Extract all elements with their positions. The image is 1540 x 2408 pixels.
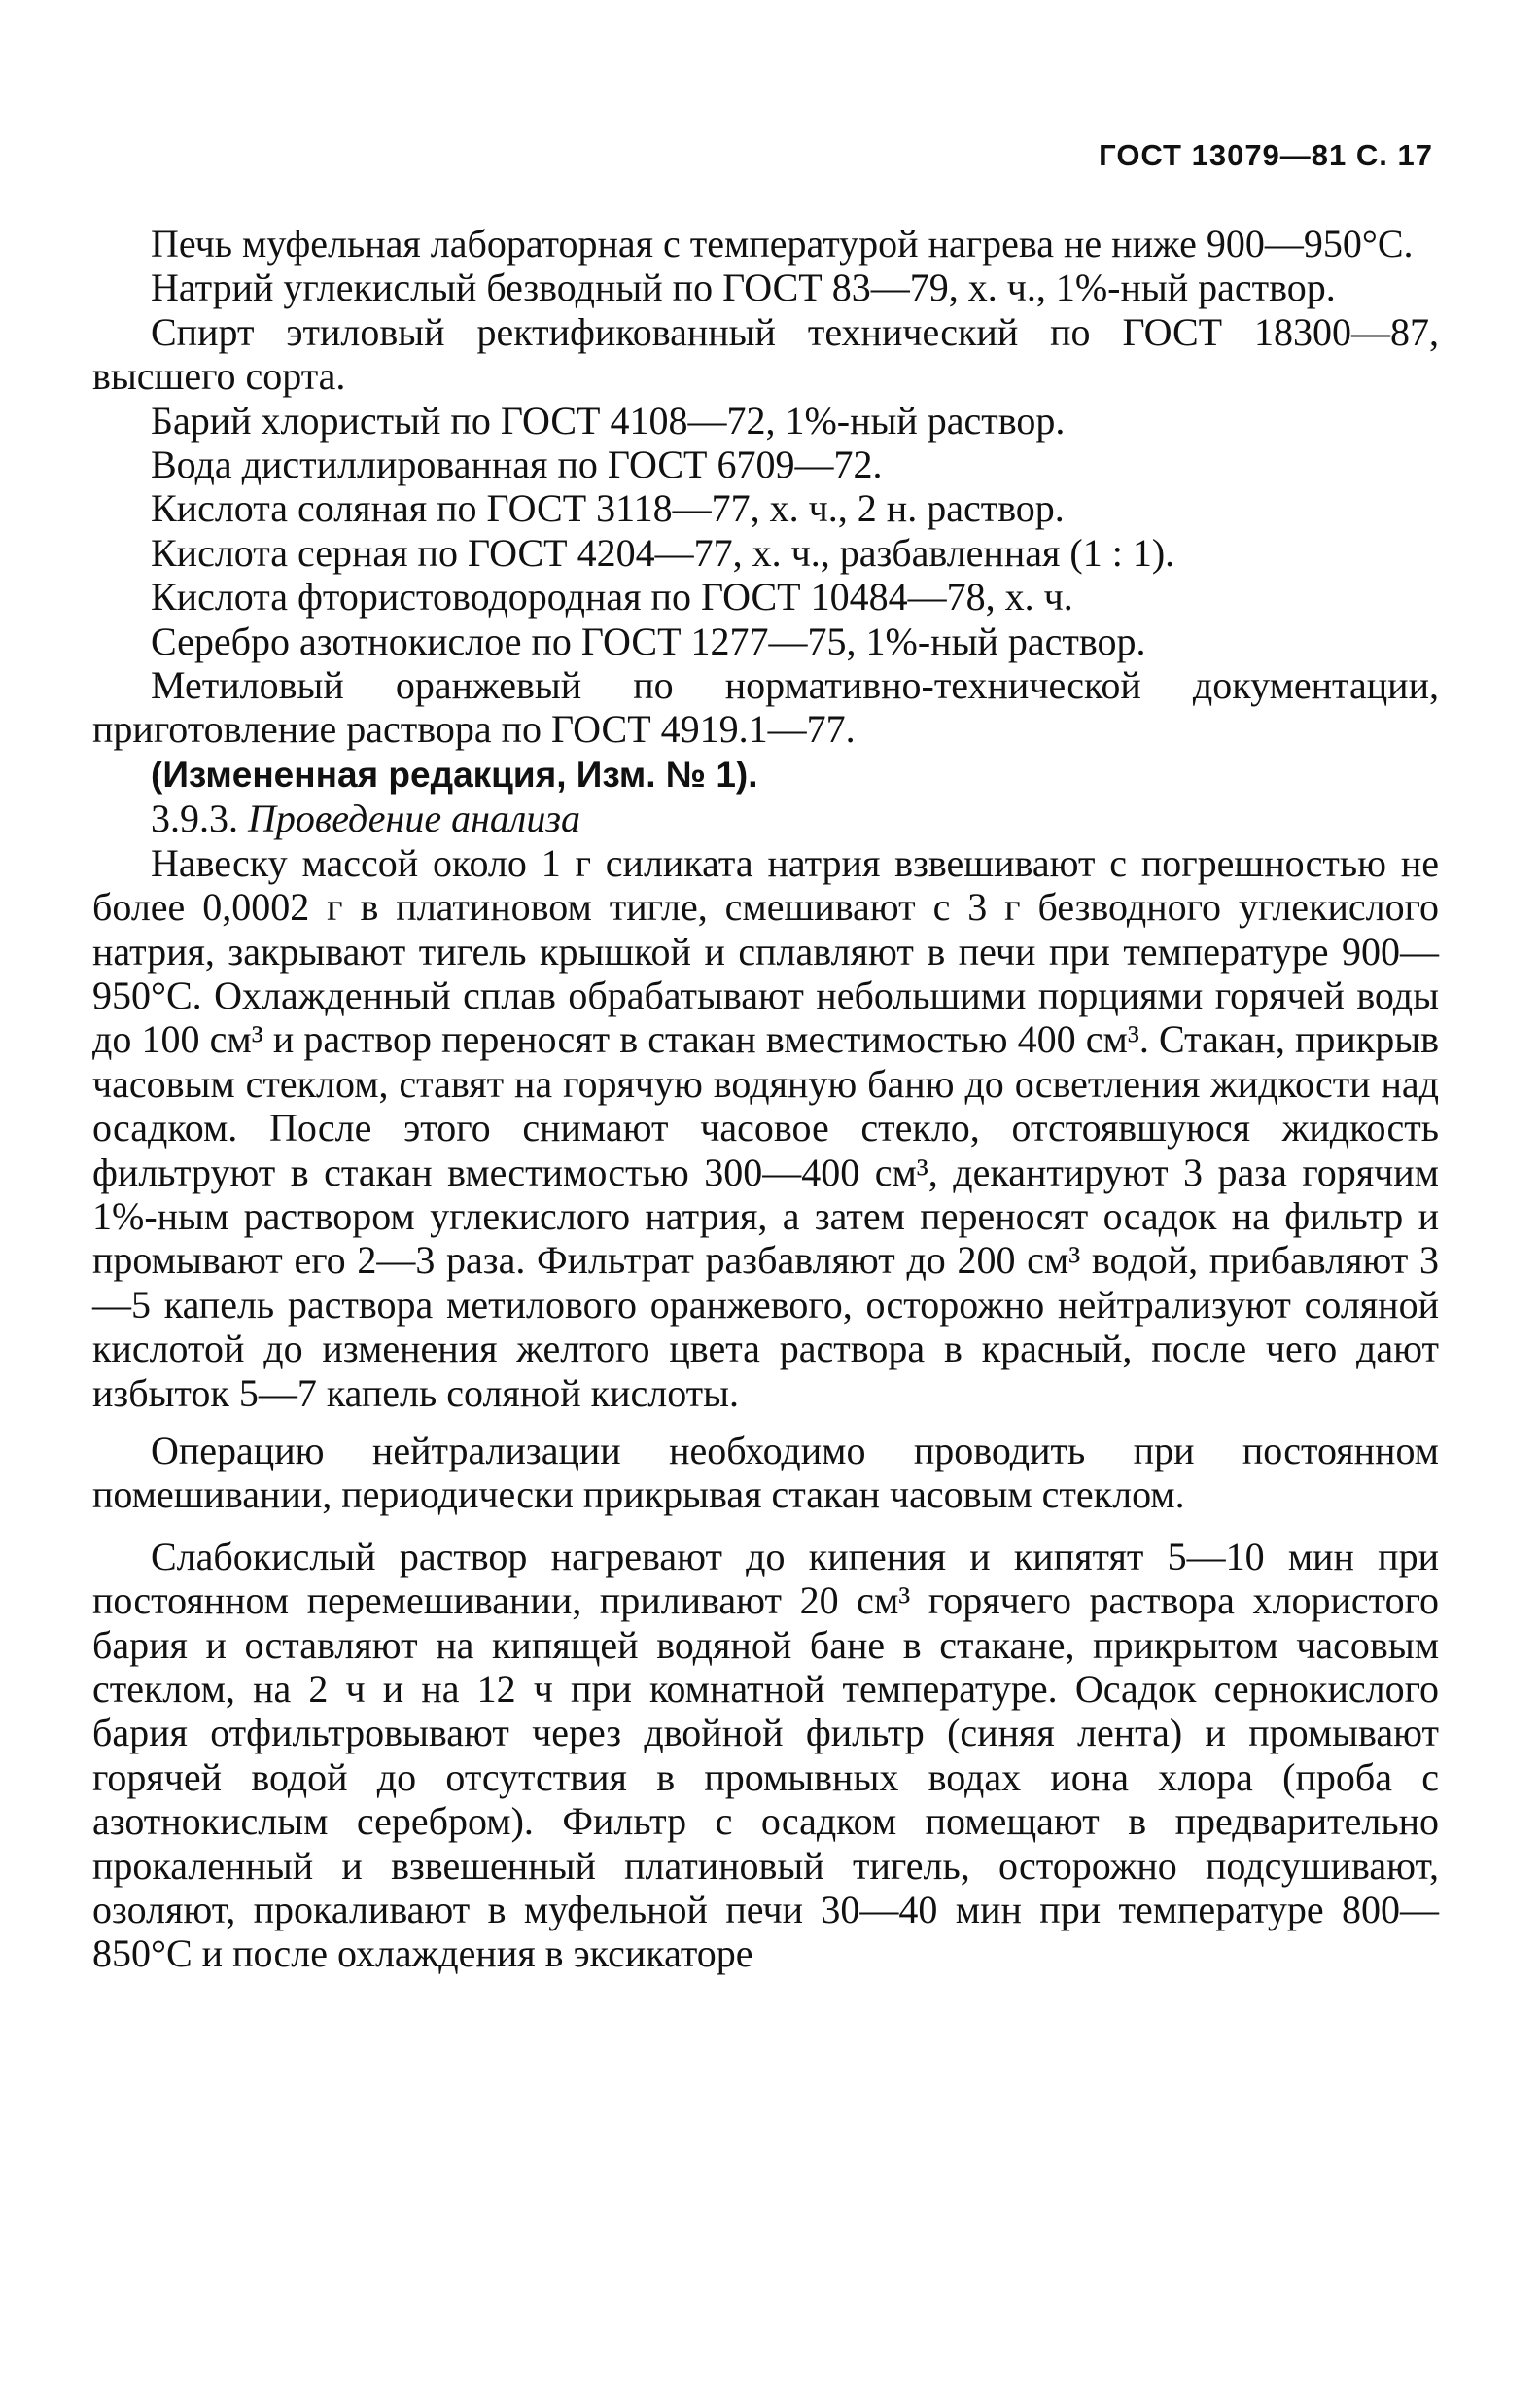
reagent-line: Кислота фтористоводородная по ГОСТ 10484—78, х. ч. [151, 575, 1073, 620]
document-body [92, 222, 1439, 1976]
procedure-paragraph: Навеску массой около 1 г силиката натрия взвешивают с погрешностью не более 0,0002 г в платиновом тигле, смешивают с 3 г безводного углекислого натрия, закрывают тигель крышкой и сплавляют в печи при температуре 900—950°С. Охлажденный сплав обрабатывают небольшими порциями горячей воды до 100 см³ и раствор переносят в стакан вместимостью 400 см³. Стакан, прикрыв часовым стеклом, ставят на горячую водяную баню до осветления жидкости над осадком. После этого снимают часовое стекло, отстоявшуюся жидкость фильтруют в стакан вместимостью 300—400 см³, декантируют 3 раза горячим 1%-ным раствором углекислого натрия, а затем переносят осадок на фильтр и промывают его 2—3 раза. Фильтрат разбавляют до 200 см³ водой, прибавляют 3—5 капель раствора метилового оранжевого, осторожно нейтрализуют соляной кислотой до изменения желтого цвета раствора в красный, после чего дают избыток 5—7 капель соляной кислоты. [92, 840, 1439, 1415]
section-title: Проведение анализа [248, 797, 580, 841]
reagent-line: Печь муфельная лабораторная с температурой нагрева не ниже 900—950°С. [151, 222, 1414, 266]
reagent-line: Серебро азотнокислое по ГОСТ 1277—75, 1%-ный раствор. [151, 619, 1146, 663]
section-heading [92, 797, 1439, 840]
procedure-paragraph: Слабокислый раствор нагревают до кипения и кипятят 5—10 мин при постоянном перемешивании, приливают 20 см³ горячего раствора хлористого бария и оставляют на кипящей водяной бане в стакане, прикрытом часовым стеклом, на 2 ч и на 12 ч при комнатной температуре. Осадок сернокислого бария отфильтровывают через двойной фильтр (синяя лента) и промывают горячей водой до отсутствия в промывных водах иона хлора (проба с азотнокислым серебром). Фильтр с осадком помещают в предварительно прокаленный и взвешенный платиновый тигель, осторожно подсушивают, озоляют, прокаливают в муфельной печи 30—40 мин при температуре 800—850°С и после охлаждения в эксикаторе [92, 1534, 1439, 1976]
reagent-line: Вода дистиллированная по ГОСТ 6709—72. [151, 443, 883, 487]
section-number: 3.9.3. [151, 797, 238, 841]
page-header: ГОСТ 13079—81 С. 17 [1099, 138, 1433, 172]
amendment-text: (Измененная редакция, Изм. № 1). [151, 754, 758, 795]
amendment-note [92, 752, 1439, 797]
procedure-paragraph: Операцию нейтрализации необходимо проводить при постоянном помешивании, периодически прикрывая стакан часовым стеклом. [92, 1428, 1439, 1517]
reagent-line: Кислота серная по ГОСТ 4204—77, х. ч., разбавленная (1 : 1). [151, 530, 1175, 575]
reagent-line: Кислота соляная по ГОСТ 3118—77, х. ч., 2 н. раствор. [151, 486, 1065, 531]
reagent-line: Натрий углекислый безводный по ГОСТ 83—79, х. ч., 1%-ный раствор. [151, 266, 1336, 310]
reagent-line: Метиловый оранжевый по нормативно-технической документации, приготовление раствора по ГОСТ 4919.1—77. [92, 663, 1439, 752]
reagent-line: Барий хлористый по ГОСТ 4108—72, 1%-ный раствор. [151, 398, 1066, 443]
reagent-line: Спирт этиловый ректификованный технический по ГОСТ 18300—87, высшего сорта. [92, 309, 1439, 399]
